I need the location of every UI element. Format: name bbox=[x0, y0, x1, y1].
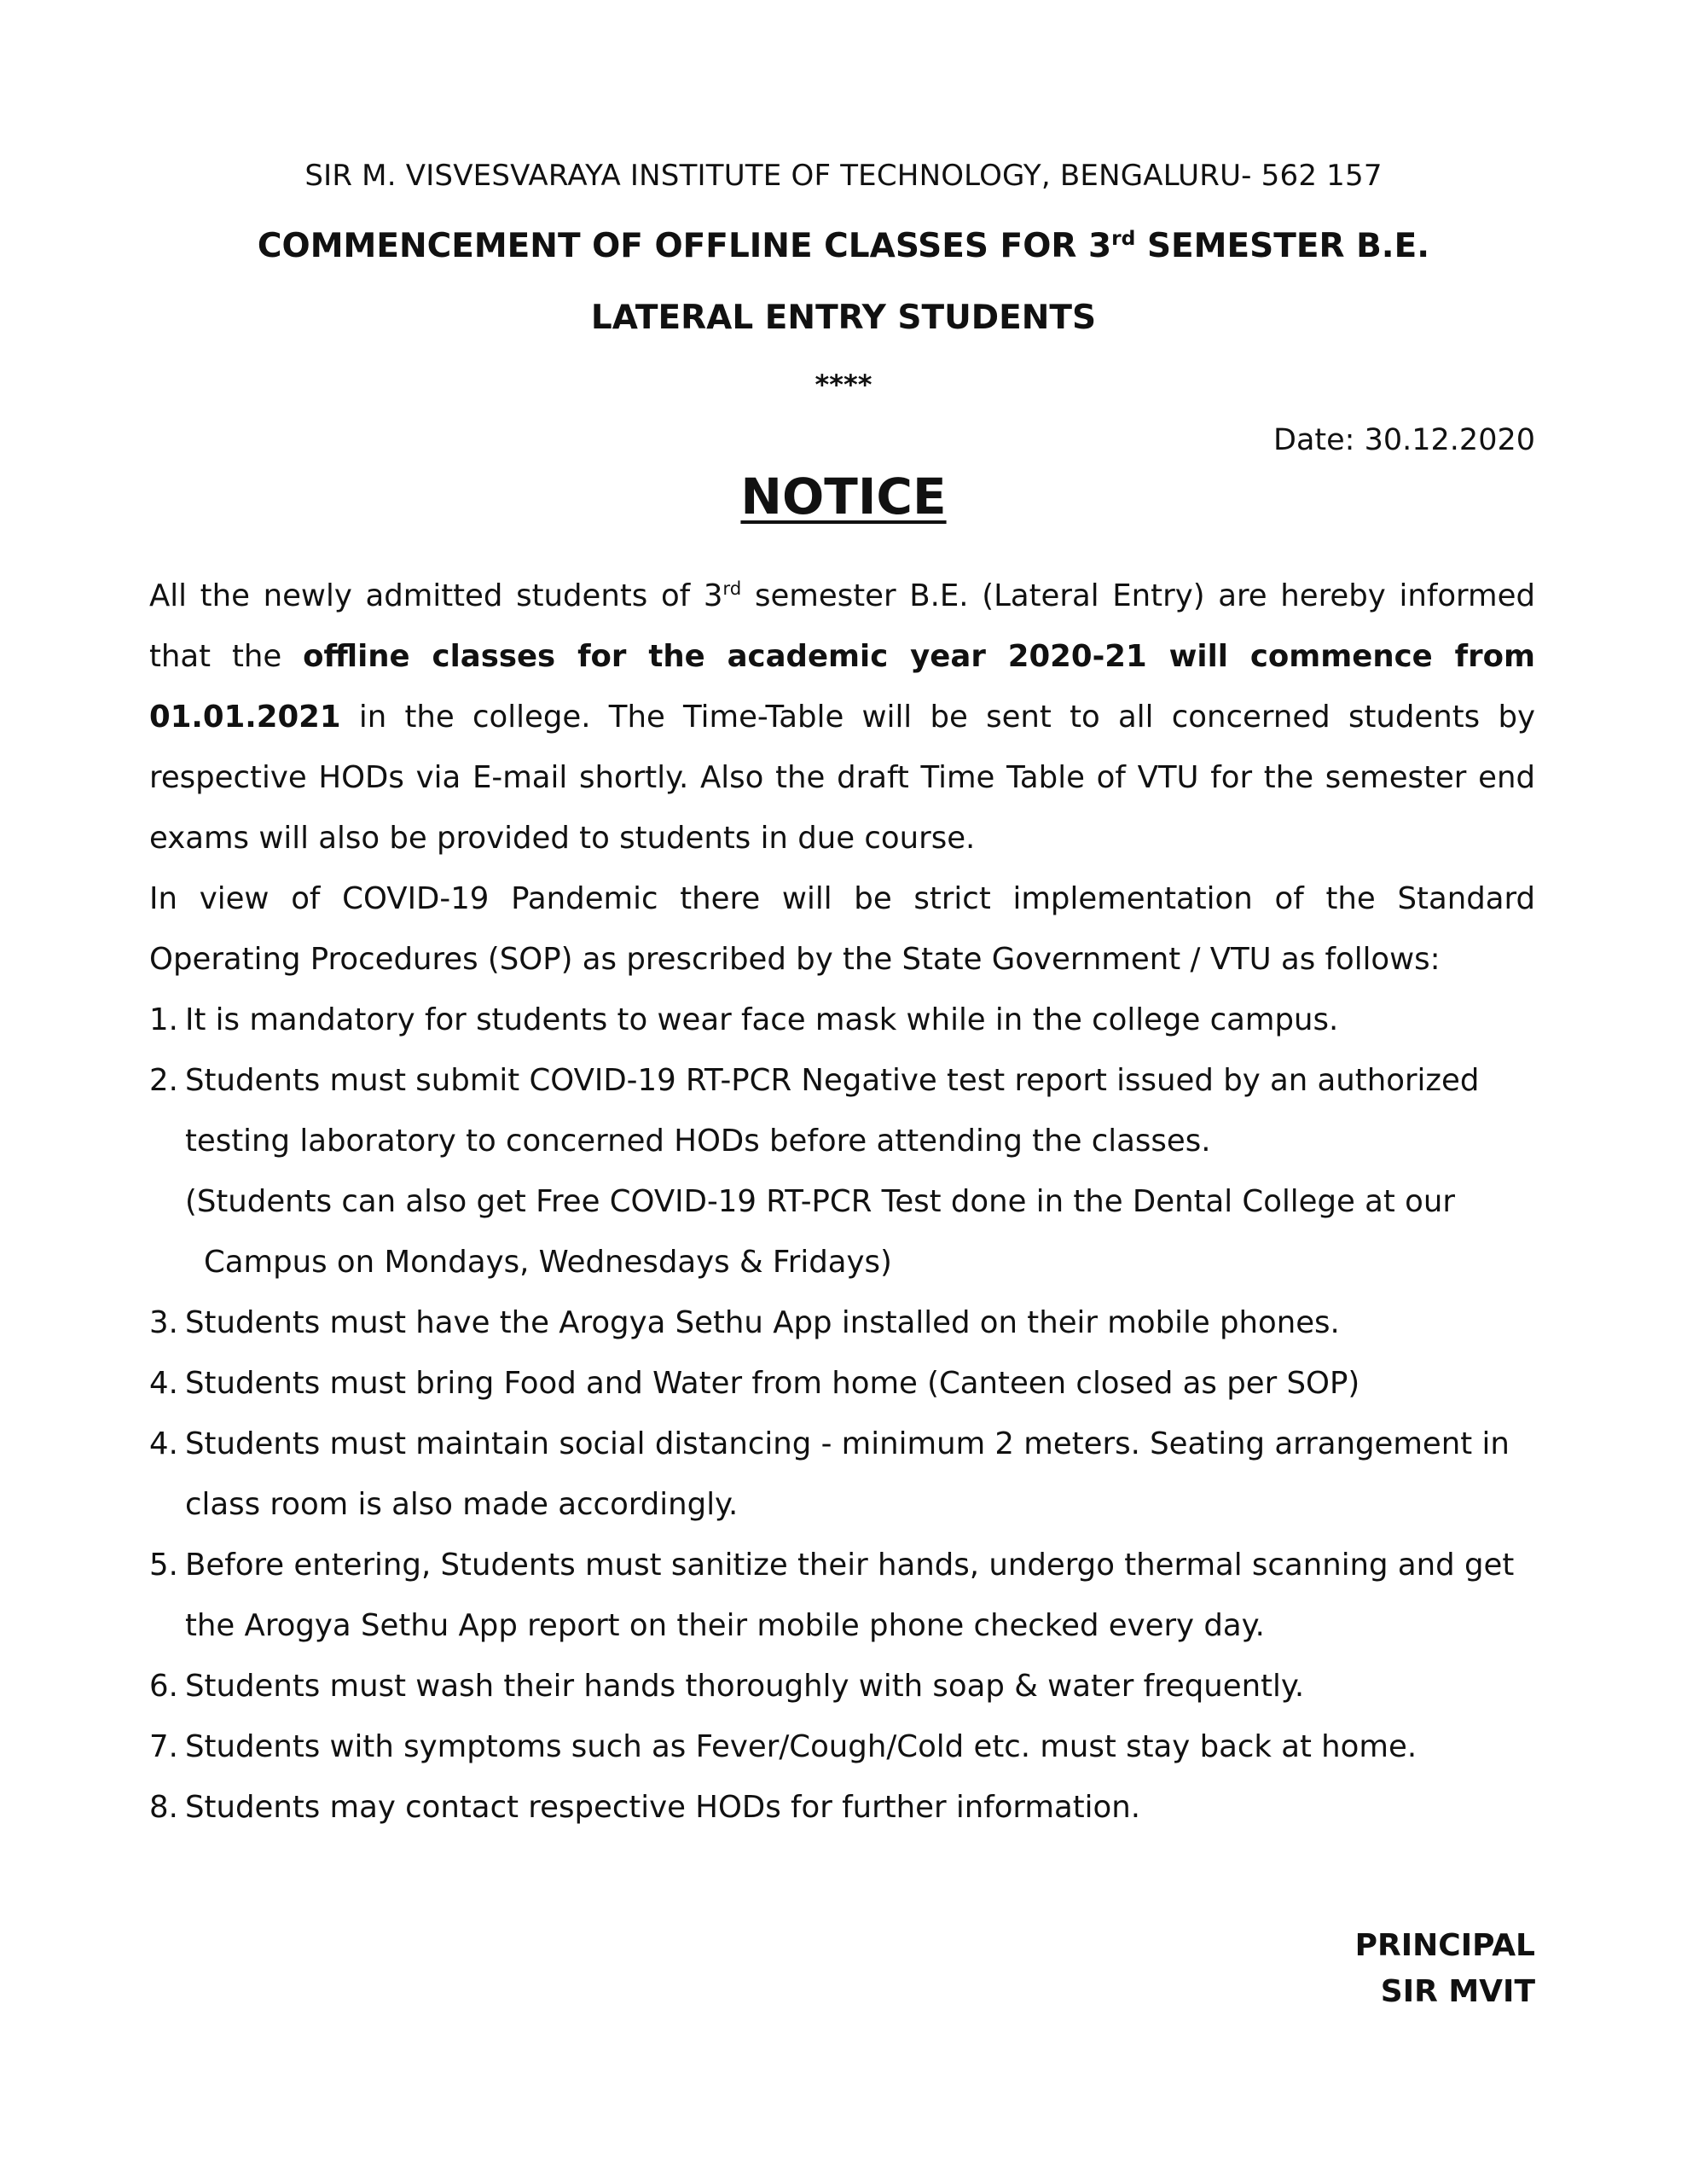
covid-paragraph: In view of COVID-19 Pandemic there will be strict implementation of the Standard Operating Procedures (SOP) as prescribed by the State Government / VTU as follows: bbox=[149, 881, 1535, 977]
rtpcr-note bbox=[149, 1171, 1535, 1292]
separator-stars: **** bbox=[815, 369, 872, 401]
list-item-number: 8. bbox=[149, 1790, 178, 1825]
notice-title: NOTICE bbox=[740, 468, 947, 526]
list-item-text: Students must maintain social distancing - minimum 2 meters. Seating arrangement in class room is also made accordingly. bbox=[185, 1426, 1510, 1522]
list-item-text: Students must have the Arogya Sethu App installed on their mobile phones. bbox=[185, 1305, 1340, 1340]
list-item bbox=[149, 1716, 1535, 1777]
heading-line1-superscript: rd bbox=[1111, 226, 1136, 250]
intro-bold-text: offline classes for the academic year 2020-21 will commence from 01.01.2021 bbox=[149, 639, 1536, 735]
institute-name: SIR M. VISVESVARAYA INSTITUTE OF TECHNOLOGY, BENGALURU- 562 157 bbox=[304, 159, 1383, 193]
rtpcr-note-line2: Campus on Mondays, Wednesdays & Fridays) bbox=[204, 1245, 892, 1280]
list-item-number: 4. bbox=[149, 1426, 178, 1461]
list-item-text: Students must bring Food and Water from home (Canteen closed as per SOP) bbox=[185, 1366, 1360, 1401]
list-item-text: Students with symptoms such as Fever/Cough/Cold etc. must stay back at home. bbox=[185, 1729, 1417, 1764]
list-item bbox=[149, 1777, 1535, 1838]
intro-text-3: in the college. The Time-Table will be sent to all concerned students by respective HODs via E-mail shortly. Also the draft Time Table of VTU for the semester end exams will also be provided to students in due course. bbox=[149, 700, 1535, 856]
heading-line1-text-end: SEMESTER B.E. bbox=[1135, 227, 1430, 265]
list-item-text: Students must wash their hands thoroughly with soap & water frequently. bbox=[185, 1669, 1305, 1704]
list-item-text: Before entering, Students must sanitize their hands, undergo thermal scanning and get the Arogya Sethu App report on their mobile phone checked every day. bbox=[185, 1548, 1515, 1643]
list-item-number: 5. bbox=[149, 1548, 178, 1583]
intro-paragraph bbox=[149, 566, 1535, 868]
notice-date: Date: 30.12.2020 bbox=[1273, 423, 1535, 457]
signature-title: PRINCIPAL bbox=[1354, 1928, 1535, 1963]
list-item-text: Students must submit COVID-19 RT-PCR Negative test report issued by an authorized testing laboratory to concerned HODs before attending the classes. bbox=[185, 1063, 1480, 1159]
notice-heading-line2: LATERAL ENTRY STUDENTS bbox=[590, 299, 1097, 337]
list-item-text: Students may contact respective HODs for further information. bbox=[185, 1790, 1141, 1825]
list-item bbox=[149, 1656, 1535, 1716]
list-item-number: 7. bbox=[149, 1729, 178, 1764]
list-item-number: 2. bbox=[149, 1063, 178, 1098]
rtpcr-note-line1: (Students can also get Free COVID-19 RT-PCR Test done in the Dental College at our bbox=[185, 1184, 1455, 1219]
list-item-number: 1. bbox=[149, 1002, 178, 1037]
list-item bbox=[149, 1353, 1535, 1414]
notice-body bbox=[149, 566, 1535, 1838]
list-item bbox=[149, 1414, 1535, 1535]
list-item bbox=[149, 990, 1535, 1050]
intro-text-1: All the newly admitted students of 3 bbox=[149, 578, 723, 613]
notice-heading-line1 bbox=[0, 227, 1687, 265]
signature-org: SIR MVIT bbox=[1380, 1974, 1535, 2009]
list-item bbox=[149, 1050, 1535, 1171]
list-item bbox=[149, 1292, 1535, 1353]
intro-superscript: rd bbox=[722, 578, 742, 601]
list-item-number: 6. bbox=[149, 1669, 178, 1704]
intro-text-2: semester B.E. (Lateral Entry) are hereby informed that the bbox=[149, 578, 1535, 674]
sop-list bbox=[149, 990, 1535, 1838]
signature-block bbox=[1355, 1923, 1535, 2015]
list-item-number: 3. bbox=[149, 1305, 178, 1340]
heading-line1-text: COMMENCEMENT OF OFFLINE CLASSES FOR 3 bbox=[257, 227, 1112, 265]
list-item-number: 4. bbox=[149, 1366, 178, 1401]
list-item-text: It is mandatory for students to wear face mask while in the college campus. bbox=[185, 1002, 1339, 1037]
list-item bbox=[149, 1535, 1535, 1656]
